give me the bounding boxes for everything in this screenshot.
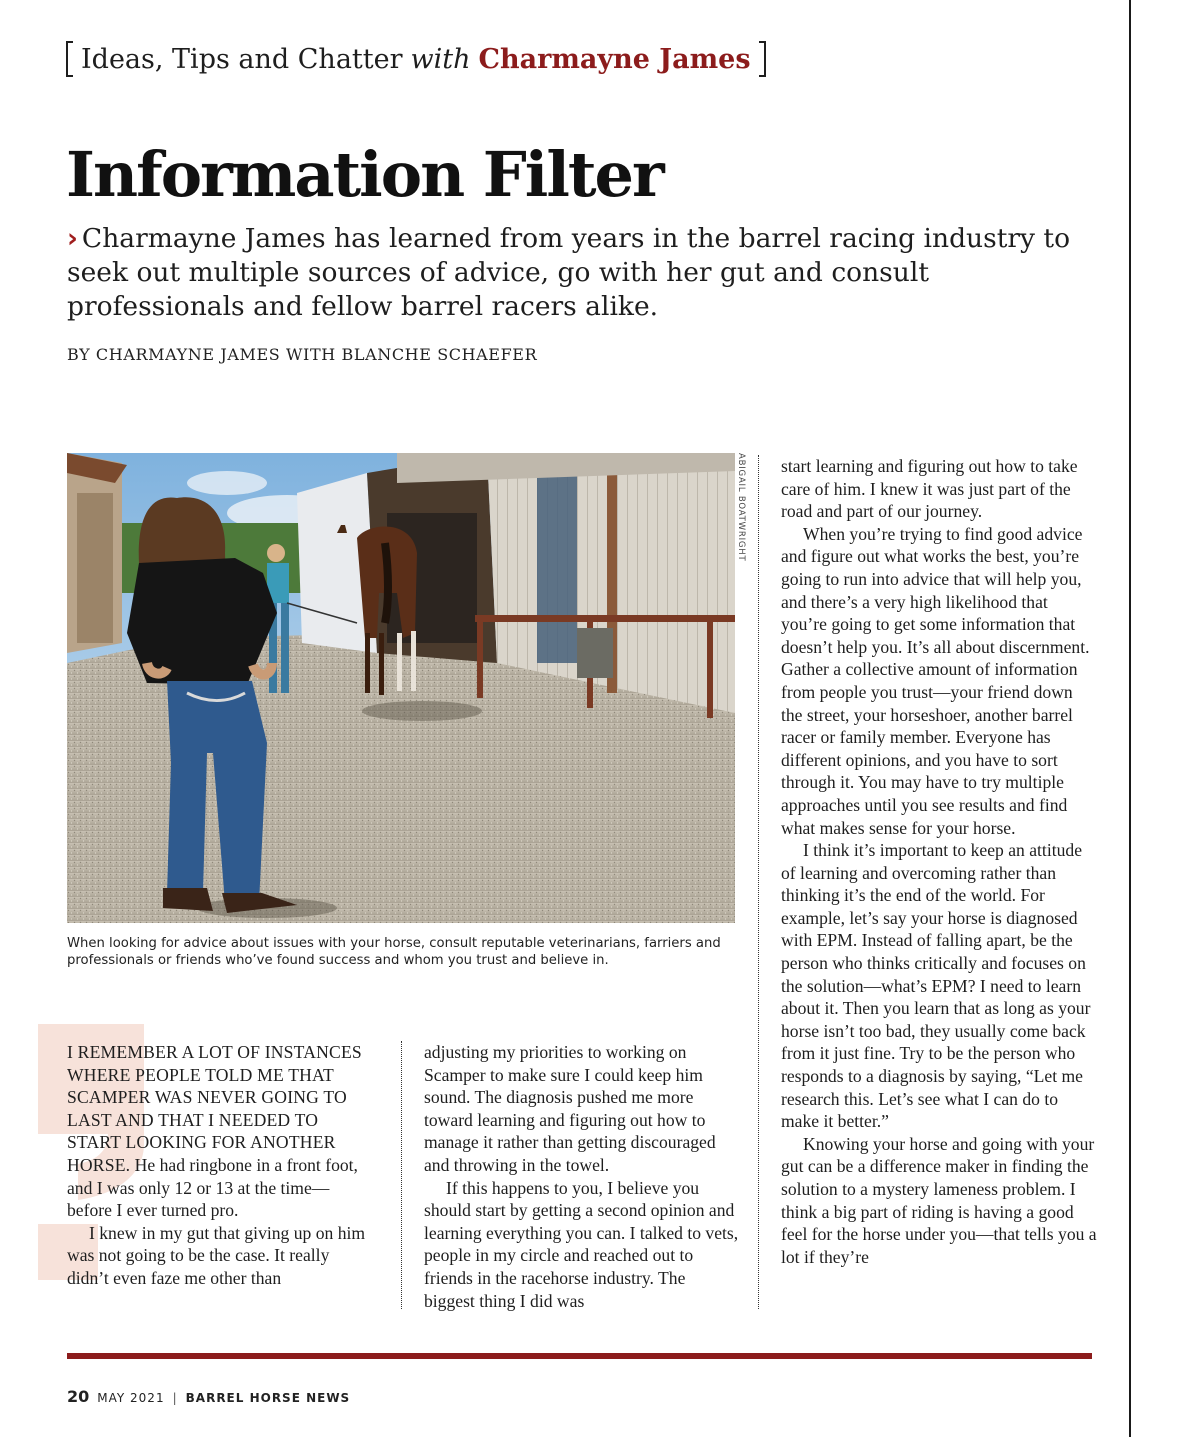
close-bracket: [759, 41, 766, 77]
footer-rule: [67, 1353, 1092, 1359]
open-bracket: [66, 41, 73, 77]
issue-date: MAY 2021: [97, 1391, 165, 1405]
body-paragraph: If this happens to you, I believe you should start by getting a second opinion and learning everything you can. I talked to vets, people in my circle and reached out to friends in the racehorse industry. The biggest thing I did was: [424, 1177, 739, 1311]
page-number: 20: [67, 1387, 90, 1406]
body-paragraph: When you’re trying to find good advice and figure out what works the best, you’re going to run into advice that will help you, and there’s a very high likelihood that you’re going to get some information that doesn’t help you. It’s all about discernment. Gather a collective amount of information from people you trust—your friend down the street, your horseshoer, another barrel racer or family member. Everyone has different opinions, and you have to sort through it. You may have to try multiple approaches until you see results and find what makes sense for your horse.: [781, 523, 1090, 838]
article-headline: Information Filter: [66, 138, 663, 211]
chevron-right-icon: ›: [67, 223, 78, 254]
article-photo: [67, 453, 735, 923]
body-column-1: [67, 1041, 373, 1290]
page-footer: [67, 1387, 350, 1406]
byline: BY CHARMAYNE JAMES WITH BLANCHE SCHAEFER: [67, 345, 538, 364]
footer-separator: |: [172, 1391, 178, 1405]
column-divider: [758, 455, 759, 1309]
body-paragraph: I knew in my gut that giving up on him was not going to be the case. It really didn’t even faze me other than: [67, 1222, 366, 1288]
department-header: [66, 40, 766, 78]
lead-in-caps: I REMEMBER A LOT OF INSTANCES WHERE PEOPLE TOLD ME THAT SCAMPER WAS NEVER GOING TO LAST AND THAT I NEEDED TO START LOOKING FOR ANOTHER HORSE.: [67, 1042, 362, 1175]
department-prefix: Ideas, Tips and Chatter: [81, 43, 403, 75]
body-column-3: [781, 455, 1097, 1268]
body-paragraph: [67, 1041, 373, 1222]
body-paragraph: start learning and figuring out how to take care of him. I knew it was just part of the road and part of our journey.: [781, 456, 1078, 522]
body-paragraph: I think it’s important to keep an attitude of learning and overcoming rather than thinking it’s the end of the world. For example, let’s say your horse is diagnosed with EPM. Instead of falling apart, be the person who thinks critically and focuses on the solution—what’s EPM? I need to learn about it. Then you learn that as long as your horse isn’t too bad, they usually come back from it just fine. Try to be the person who responds to a diagnosis by saying, “Let me research this. Let’s see what I can do to make it better.”: [781, 840, 1091, 1132]
publication-name: BARREL HORSE NEWS: [185, 1391, 351, 1405]
body-column-2: [424, 1041, 740, 1312]
body-paragraph: adjusting my priorities to working on Scamper to make sure I could keep him sound. The diagnosis pushed me more toward learning and figuring out how to manage it rather than getting discouraged and throwing in the towel.: [424, 1042, 716, 1175]
photo-credit: [736, 453, 747, 562]
page-edge-rule: [1129, 0, 1131, 1437]
paragraph-rest: He had ringbone in a front foot, and I was only 12 or 13 at the time—before I ever turned pro.: [67, 1154, 358, 1221]
photo-credit-text: ABIGAIL BOATWRIGHT: [736, 453, 746, 562]
body-paragraph: Knowing your horse and going with your gut can be a difference maker in finding the solution to a mystery lameness problem. I think a big part of riding is having a good feel for the horse under you—that tells you a lot if they’re: [781, 1133, 1097, 1267]
article-dek: [67, 222, 1097, 324]
column-divider: [401, 1041, 402, 1309]
department-columnist: Charmayne James: [478, 43, 751, 75]
department-with: with: [410, 43, 471, 75]
dek-text: Charmayne James has learned from years in the barrel racing industry to seek out multiple sources of advice, go with her gut and consult professionals and fellow barrel racers alike.: [67, 223, 1071, 322]
photo-caption: When looking for advice about issues with your horse, consult reputable veterinarians, farriers and professionals or friends who’ve found success and whom you trust and believe in.: [67, 936, 721, 968]
